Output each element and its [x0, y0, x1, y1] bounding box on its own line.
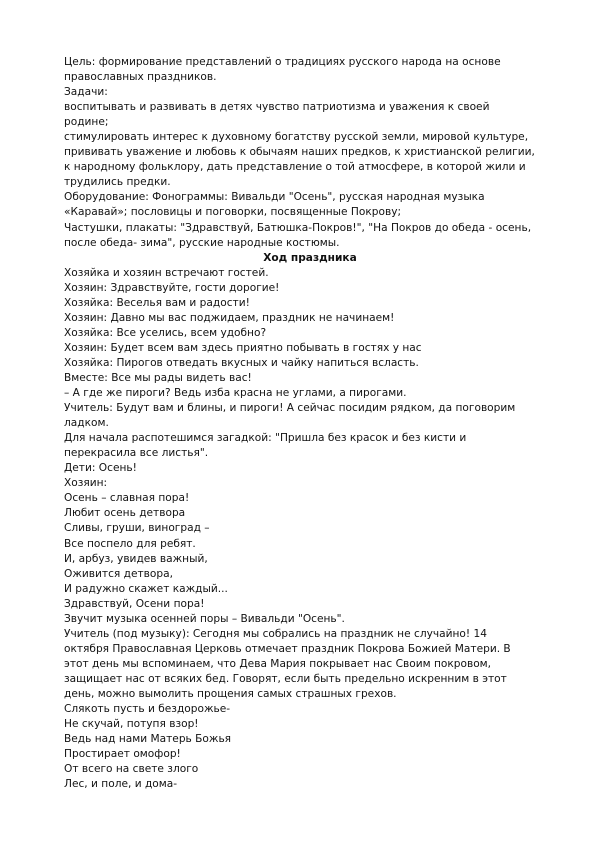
text-line: Цель: формирование представлений о традициях русского народа на основе	[64, 56, 501, 68]
text-line: Хозяйка: Веселья вам и радости!	[64, 296, 250, 309]
text-line: прививать уважение и любовь к обычаям наших предков, к христианской религии,	[64, 146, 535, 159]
text-line: воспитывать и развивать в детях чувство патриотизма и уважения к своей	[64, 101, 490, 114]
text-line: Оборудование: Фонограммы: Вивальди "Осень", русская народная музыка	[64, 191, 485, 204]
text-line: «Каравай»; пословицы и поговорки, посвященные Покрову;	[64, 206, 402, 219]
text-line: трудились предки.	[64, 176, 171, 189]
text-line: Не скучай, потупя взор!	[64, 718, 199, 731]
text-line: От всего на свете злого	[64, 763, 199, 776]
section-heading: Ход праздника	[263, 251, 357, 264]
text-line: Звучит музыка осенней поры – Вивальди "Осень".	[64, 612, 345, 625]
text-line: к народному фольклору, дать представление о той атмосфере, в которой жили и	[64, 161, 526, 174]
text-line: родине;	[64, 116, 109, 129]
text-line: Задачи:	[64, 86, 108, 99]
text-line: Учитель: Будут вам и блины, и пироги! А сейчас посидим рядком, да поговорим	[64, 402, 516, 415]
text-line: Хозяин:	[64, 477, 108, 490]
text-line: Осень – славная пора!	[64, 492, 190, 505]
text-line: Хозяйка: Все уселись, всем удобно?	[64, 326, 267, 339]
text-line: Все поспело для ребят.	[64, 537, 196, 550]
text-line: октября Православная Церковь отмечает праздник Покрова Божией Матери. В	[64, 642, 511, 655]
text-line: Лес, и поле, и дома-	[64, 778, 178, 791]
text-line: Хозяин: Здравствуйте, гости дорогие!	[64, 281, 280, 294]
text-line: Ведь над нами Матерь Божья	[64, 733, 232, 746]
text-line: перекрасила все листья".	[64, 447, 209, 460]
text-line: этот день мы вспоминаем, что Дева Мария покрывает нас Своим покровом,	[64, 657, 492, 670]
document-body	[64, 266, 556, 793]
text-line: ладком.	[64, 417, 109, 430]
text-line: Хозяин: Давно мы вас поджидаем, праздник не начинаем!	[64, 311, 395, 324]
text-line: Сливы, груши, виноград –	[64, 522, 210, 535]
text-line: Любит осень детвора	[64, 507, 186, 520]
text-line: – А где же пироги? Ведь изба красна не углами, а пирогами.	[64, 387, 407, 400]
text-line: Учитель (под музыку): Сегодня мы собрались на праздник не случайно! 14	[64, 627, 487, 640]
text-line: Дети: Осень!	[64, 462, 137, 475]
text-line: стимулировать интерес к духовному богатству русской земли, мировой культуре,	[64, 131, 529, 144]
text-line: Простирает омофор!	[64, 748, 181, 761]
text-line: защищает нас от всяких бед. Говорят, если быть предельно искренним в этот	[64, 672, 507, 685]
text-line: Частушки, плакаты: "Здравствуй, Батюшка-Покров!", "На Покров до обеда - осень,	[64, 221, 532, 234]
text-line: И радужно скажет каждый...	[64, 582, 228, 595]
text-line: Оживится детвора,	[64, 567, 173, 580]
text-line: православных праздников.	[64, 71, 217, 84]
text-line: Вместе: Все мы рады видеть вас!	[64, 371, 252, 384]
text-line: Слякоть пусть и бездорожье-	[64, 703, 231, 716]
text-line: Хозяин: Будет всем вам здесь приятно побывать в гостях у нас	[64, 341, 422, 354]
text-line: после обеда- зима", русские народные костюмы.	[64, 236, 340, 249]
text-line: Хозяйка: Пирогов отведать вкусных и чайку напиться всласть.	[64, 356, 419, 369]
text-line: Хозяйка и хозяин встречают гостей.	[64, 266, 269, 279]
text-line: Здравствуй, Осени пора!	[64, 597, 205, 610]
text-line: день, можно вымолить прощения самых страшных грехов.	[64, 687, 397, 700]
text-line: И, арбуз, увидев важный,	[64, 552, 208, 565]
text-line: Для начала распотешимся загадкой: "Пришла без красок и без кисти и	[64, 432, 467, 445]
document-page	[64, 55, 556, 792]
document-intro	[64, 55, 556, 251]
